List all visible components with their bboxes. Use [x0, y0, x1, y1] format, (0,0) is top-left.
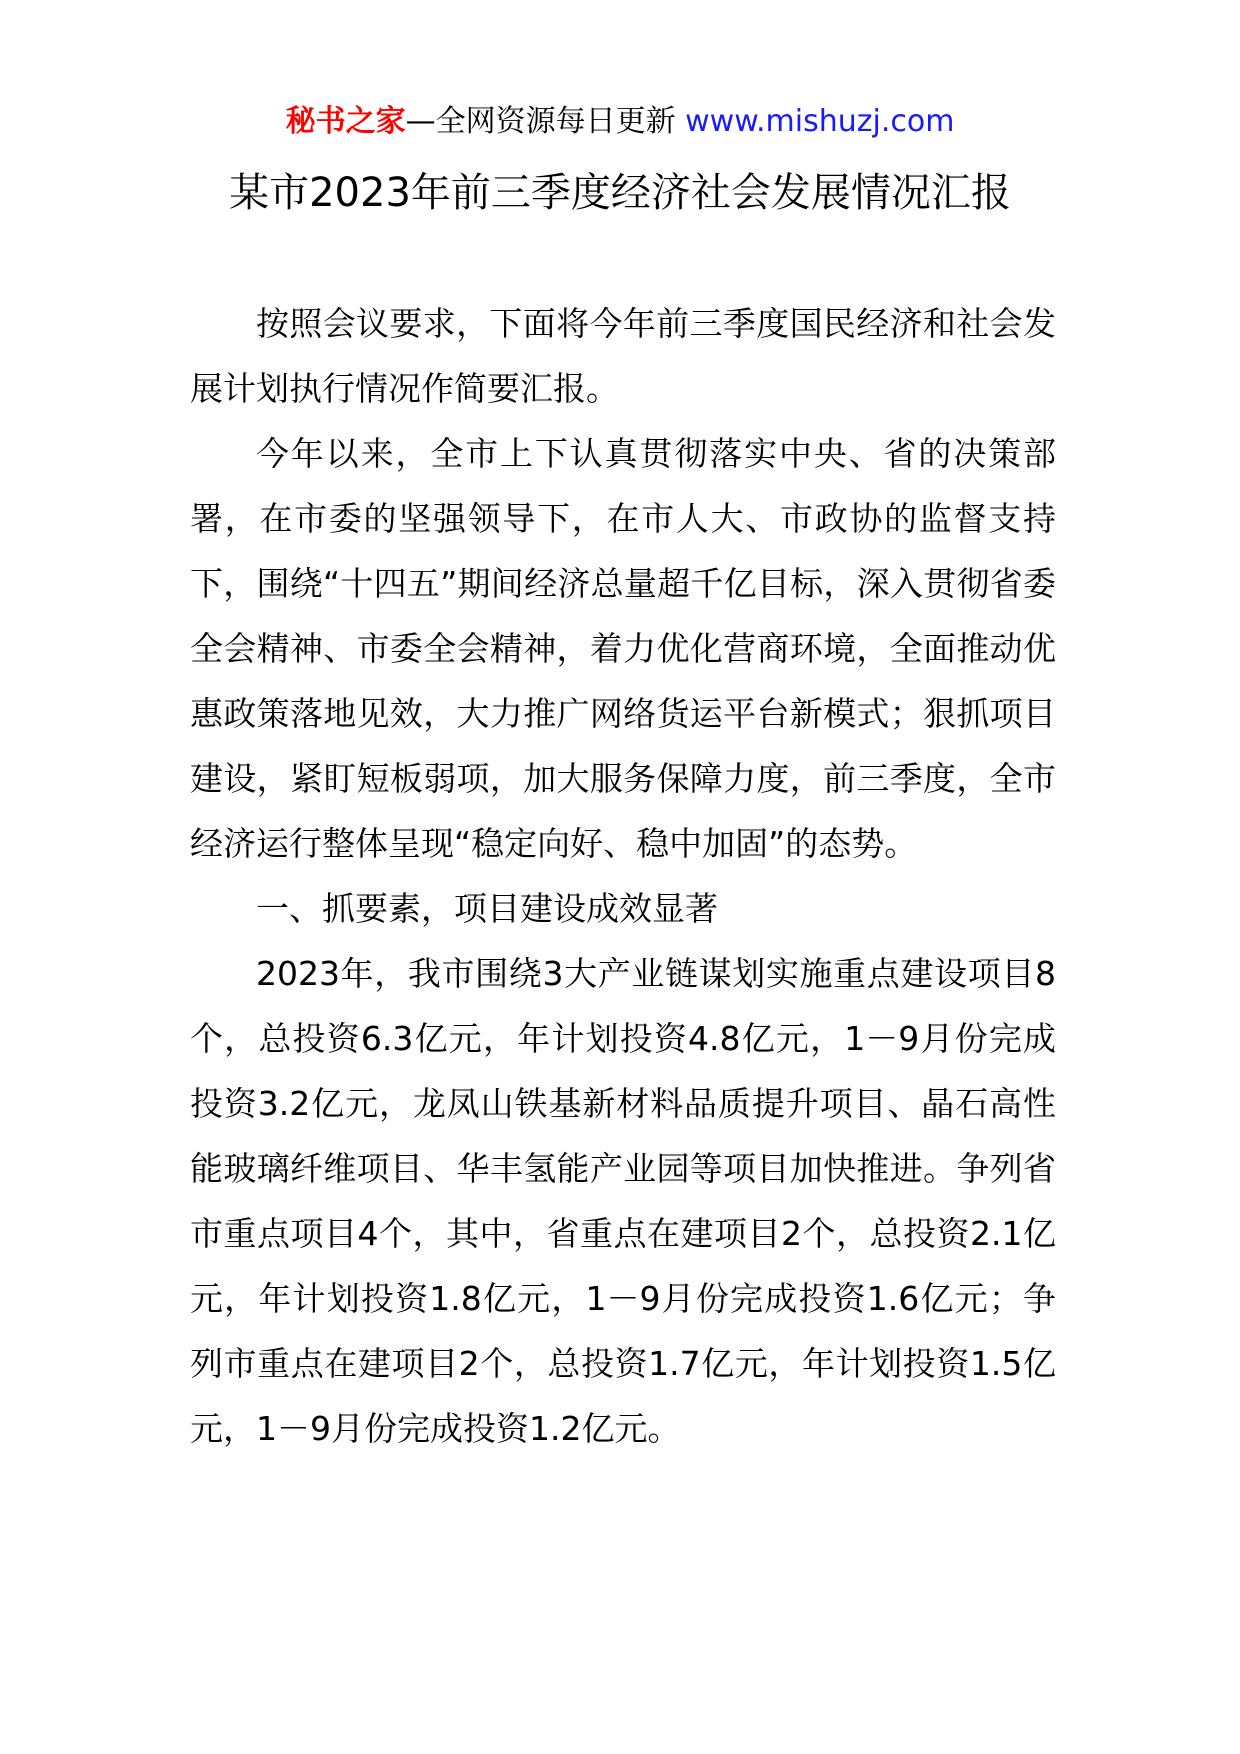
overview-paragraph: 今年以来，全市上下认真贯彻落实中央、省的决策部署，在市委的坚强领导下，在市人大、市政协的监督支持下，围绕“十四五”期间经济总量超千亿目标，深入贯彻省委全会精神、市委全会精神，着力优化营商环境，全面推动优惠政策落地见效，大力推广网络货运平台新模式；狠抓项目建设，紧盯短板弱项，加大服务保障力度，前三季度，全市经济运行整体呈现“稳定向好、稳中加固”的态势。: [190, 434, 1056, 863]
projects-paragraph: 2023年，我市围绕3大产业链谋划实施重点建设项目8个，总投资6.3亿元，年计划投资4.8亿元，1－9月份完成投资3.2亿元，龙凤山铁基新材料品质提升项目、晶石高性能玻璃纤维项目、华丰氢能产业园等项目加快推进。争列省市重点项目4个，其中，省重点在建项目2个，总投资2.1亿元，年计划投资1.8亿元，1－9月份完成投资1.6亿元；争列市重点在建项目2个，总投资1.7亿元，年计划投资1.5亿元，1－9月份完成投资1.2亿元。: [190, 954, 1056, 1448]
document-title: 某市2023年前三季度经济社会发展情况汇报: [229, 170, 1011, 216]
document-body: [190, 291, 1056, 1461]
intro-paragraph: 按照会议要求，下面将今年前三季度国民经济和社会发展计划执行情况作简要汇报。: [190, 304, 1056, 408]
header-tagline: —全网资源每日更新: [405, 104, 676, 139]
brand-name: 秘书之家: [285, 104, 406, 139]
site-url-link[interactable]: www.mishuzj.com: [685, 104, 955, 139]
section-heading: 一、抓要素，项目建设成效显著: [256, 889, 718, 928]
site-header: [0, 100, 1240, 144]
